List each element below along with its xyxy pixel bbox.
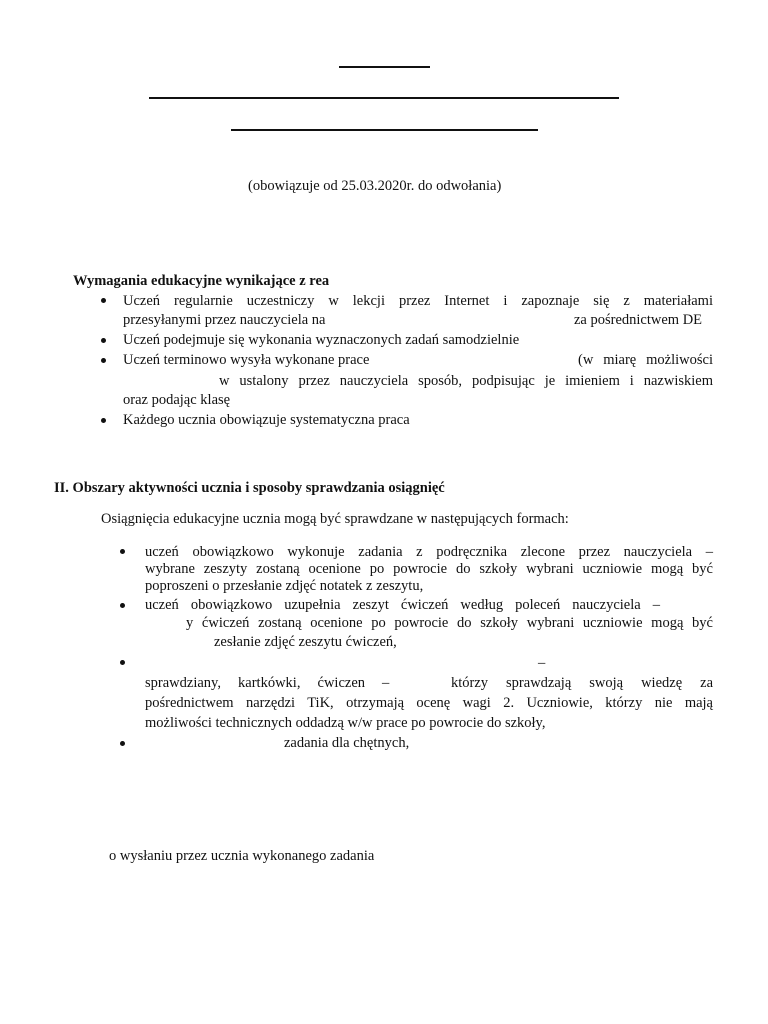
bullet-icon [101, 338, 106, 343]
list-item-line: wybrane zeszyty zostaną ocenione po powrocie do szkoły wybrani uczniowie mogą być [145, 561, 713, 577]
section1-heading: Wymagania edukacyjne wynikające z rea [73, 273, 330, 289]
footer-note: o wysłaniu przez ucznia wykonanego zadania [109, 848, 375, 864]
section2-intro: Osiągnięcia edukacyjne ucznia mogą być sprawdzane w następujących formach: [101, 511, 569, 527]
bullet-icon [120, 603, 125, 608]
list-item-line: sprawdziany, kartkówki, ćwiczen [145, 675, 365, 691]
list-item-line: Uczeń terminowo wysyła wykonane prace [123, 352, 370, 368]
title-rule-3 [231, 129, 538, 131]
title-rule-2 [149, 97, 619, 99]
list-item-dash: – [382, 675, 390, 691]
list-item-line: poproszeni o przesłanie zdjęć notatek z zeszytu, [145, 578, 424, 594]
list-item-line: uczeń obowiązkowo uzupełnia zeszyt ćwiczeń według poleceń nauczyciela – [145, 597, 660, 613]
list-item-line: w ustalony przez nauczyciela sposób, podpisując je imieniem i nazwiskiem [219, 373, 713, 389]
validity-note: (obowiązuje od 25.03.2020r. do odwołania) [248, 178, 502, 194]
section2-heading: II. Obszary aktywności ucznia i sposoby sprawdzania osiągnięć [54, 480, 445, 496]
list-item-line: możliwości technicznych oddadzą w/w prace po powrocie do szkoły, [145, 715, 546, 731]
list-item-line: przesyłanymi przez nauczyciela na [123, 312, 326, 328]
list-item-line: (w miarę możliwości [578, 352, 713, 368]
list-item-line: za pośrednictwem DE [574, 312, 703, 328]
list-item-line: którzy sprawdzają swoją wiedzę za [451, 675, 713, 691]
bullet-icon [120, 549, 125, 554]
list-item-line: zadania dla chętnych, [284, 735, 410, 751]
list-item-line: Uczeń regularnie uczestniczy w lekcji przez Internet i zapoznaje się z materiałami [123, 293, 713, 309]
bullet-icon [101, 298, 106, 303]
bullet-icon [101, 418, 106, 423]
list-item-line: zesłanie zdjęć zeszytu ćwiczeń, [214, 634, 397, 650]
bullet-icon [120, 660, 125, 665]
list-item-line: Uczeń podejmuje się wykonania wyznaczonych zadań samodzielnie [123, 332, 520, 348]
list-item-dash: – [538, 655, 546, 671]
list-item-line: oraz podając klasę [123, 392, 231, 408]
bullet-icon [101, 358, 106, 363]
title-rule-1 [339, 66, 430, 68]
list-item-line: y ćwiczeń zostaną ocenione po powrocie do szkoły wybrani uczniowie mogą być [186, 615, 713, 631]
bullet-icon [120, 741, 125, 746]
list-item-line: Każdego ucznia obowiązuje systematyczna praca [123, 412, 410, 428]
list-item-line: uczeń obowiązkowo wykonuje zadania z podręcznika zlecone przez nauczyciela – [145, 544, 713, 560]
list-item-line: pośrednictwem narzędzi TiK, otrzymają ocenę wagi 2. Uczniowie, którzy nie mają [145, 695, 713, 711]
